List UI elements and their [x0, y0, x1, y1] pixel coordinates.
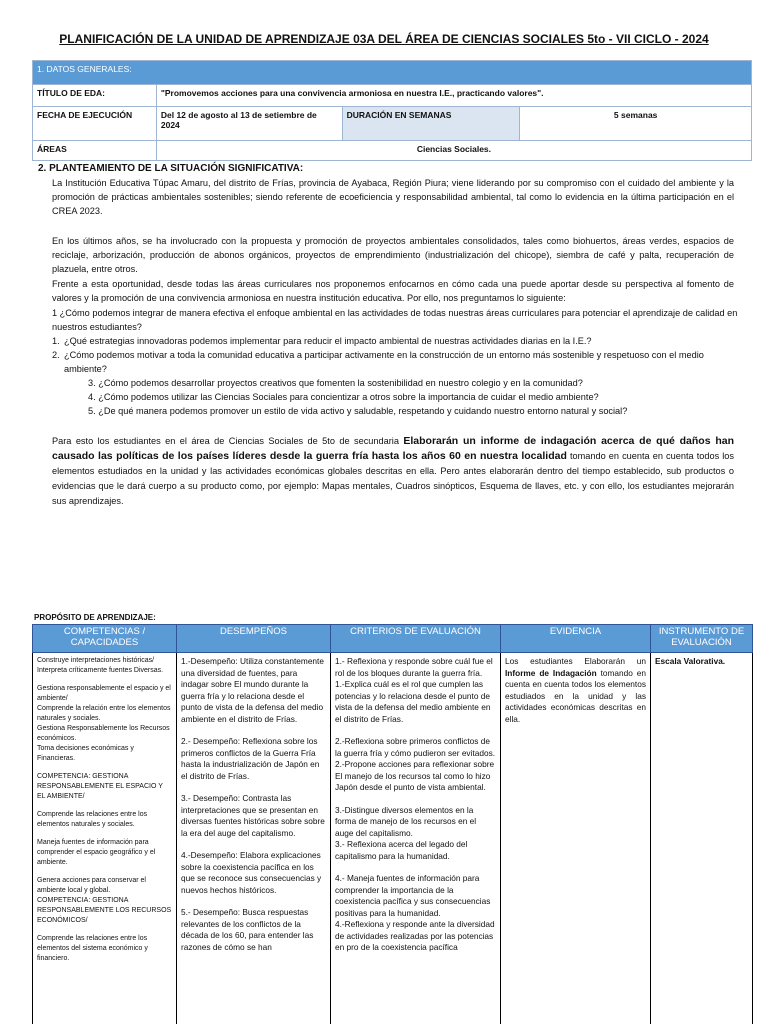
criterio-item: 2.-Reflexiona sobre primeros conflictos de la guerra fría y cómo pudieron ser evitados. — [335, 736, 496, 758]
question-2 — [52, 348, 742, 376]
criterio-item: 3.-Distingue diversos elementos en la forma de manejo de los recursos en el auge del capitalismo. — [335, 804, 477, 838]
titulo-label: TÍTULO DE EDA: — [33, 85, 157, 107]
question-3: 3. ¿Cómo podemos desarrollar proyectos creativos que fomenten la sostenibilidad en nuestro colegio y en la comunidad? — [88, 378, 583, 388]
competencia-line: Toma decisiones económicas y Financieras. — [37, 745, 134, 762]
question-1-number: 1. — [52, 336, 60, 346]
competencia-line: Construye interpretaciones históricas/ — [37, 657, 155, 664]
section-2-heading: 2. PLANTEAMIENTO DE LA SITUACIÓN SIGNIFICATIVA: — [38, 163, 304, 174]
desempeno-item: 5.- Desempeño: Busca respuestas relevantes de los conflictos de la década de los 60, para entender las razones de cómo se han — [181, 907, 314, 952]
question-2-text: ¿Cómo podemos motivar a toda la comunidad educativa a participar activamente en la construcción de un entorno más sostenible y respetuoso con el medio ambiente? — [64, 350, 704, 374]
general-data-table — [32, 60, 752, 161]
desempeno-item: 2.- Desempeño: Reflexiona sobre los primeros conflictos de la Guerra Fría hasta la industrialización de Japón en el distrito de Frías. — [181, 736, 320, 781]
desempeno-item: 1.-Desempeño: Utiliza constantemente una diversidad de fuentes, para indagar sobre El mundo durante la guerra fría y lo relaciona desde el punto de vista de la defensa del medio ambiente en el distrito de Frías. — [181, 656, 324, 724]
header-instrumento: INSTRUMENTO DE EVALUACIÓN — [651, 625, 753, 653]
header-criterios: CRITERIOS DE EVALUACIÓN — [331, 625, 501, 653]
question-1-text: ¿Qué estrategias innovadoras podemos implementar para reducir el impacto ambiental de nuestras actividades diarias en la I.E.? — [64, 336, 592, 346]
header-desempenos: DESEMPEÑOS — [177, 625, 331, 653]
situation-paragraph-3: Frente a esta oportunidad, desde todas las áreas curriculares nos proponemos enfocarnos en cómo cada una puede aportar desde su perspectiva al fomento de valores y la promoción de una convivencia armoniosa en nuestra institución educativa. Por ello, nos preguntamos lo siguiente: — [52, 279, 734, 303]
competencia-line: Comprende las relaciones entre los elementos del sistema económico y financiero. — [37, 935, 148, 962]
paragraph-4-product: Elaborarán un informe de indagación acerca de qué daños han causado las políticas de los países líderes desde la guerra fría hasta los años 60 en nuestra localidad — [52, 435, 734, 462]
learning-purpose-table — [32, 624, 753, 1024]
competencia-line: Comprende la relación entre los elementos naturales y sociales. — [37, 705, 171, 722]
competencia-line: Gestiona responsablemente el espacio y el ambiente/ — [37, 685, 171, 702]
proposito-label: PROPÓSITO DE APRENDIZAJE: — [34, 613, 156, 622]
evidencia-end: tomando en cuenta en cuenta todos los elementos estudiados en la unidad y las actividades económicas descritas en ella. — [505, 667, 646, 724]
competencia-line: Gestiona Responsablemente los Recursos económicos. — [37, 725, 170, 742]
criterio-item: 4.- Maneja fuentes de información para comprender la importancia de la coexistencia pacífica y sus consecuencias positivas para la humanidad. — [335, 873, 491, 918]
fecha-value: Del 12 de agosto al 13 de setiembre de 2024 — [156, 107, 342, 141]
question-1 — [52, 334, 742, 348]
desempeno-item: 4.-Desempeño: Elabora explicaciones sobre la coexistencia pacífica en los que se reconoce sus consecuencias y nuevos hechos históricos. — [181, 850, 322, 895]
criterio-item: 2.-Propone acciones para reflexionar sobre El manejo de los recursos tal como lo hizo Japón desde el punto de vista ambiental. — [335, 759, 495, 792]
competencia-line: Interpreta críticamente fuentes Diversas. — [37, 667, 164, 674]
competencias-cell — [33, 653, 177, 1024]
header-evidencia: EVIDENCIA — [501, 625, 651, 653]
paragraph-4-start: Para esto los estudiantes en el área de Ciencias Sociales de 5to de secundaria — [52, 436, 404, 446]
evidencia-start: Los estudiantes Elaborarán un — [505, 656, 646, 666]
evidencia-product: Informe de Indagación — [505, 667, 597, 678]
areas-value: Ciencias Sociales. — [156, 141, 751, 161]
situation-paragraph-4 — [52, 434, 734, 509]
criterio-item: 1.- Reflexiona y responde sobre cuál fue el rol de los bloques durante la guerra fría. — [335, 656, 493, 678]
header-competencias: COMPETENCIAS / CAPACIDADES — [33, 625, 177, 653]
competencia-line: COMPETENCIA: GESTIONA RESPONSABLEMENTE EL ESPACIO Y EL AMBIENTE/ — [37, 773, 163, 800]
question-5: 5. ¿De qué manera podemos promover un estilo de vida activo y saludable, respetando y cuidando nuestro entorno natural y social? — [88, 406, 628, 416]
criterios-cell — [331, 653, 501, 1024]
situation-paragraph-1: La Institución Educativa Túpac Amaru, del distrito de Frías, provincia de Ayabaca, Región Piura; viene liderando por su compromiso con el cuidado del ambiente y la promoción de prácticas ambientales sostenibles; siendo referente de ecoeficiencia y responsabilidad ambiental, tal como lo evidencia en la última participación en el CREA 2023. — [52, 178, 734, 216]
situation-paragraph-2: En los últimos años, se ha involucrado con la propuesta y promoción de proyectos ambientales consolidados, tales como biohuertos, áreas verdes, espacios de reciclaje, arborización, producción de abonos orgánicos, proyectos de emprendimiento (industrialización del chicope), siembra de café y palta, recuperación de plazuela, entre otros. — [52, 236, 734, 274]
titulo-value: "Promovemos acciones para una convivencia armoniosa en nuestra I.E., practicando valores". — [156, 85, 751, 107]
questions-list — [52, 306, 742, 418]
desempeno-item: 3.- Desempeño: Contrasta las interpretaciones que se presentan en diversas fuentes históricas sobre sobre la era del auge del capitalismo. — [181, 793, 325, 838]
criterio-item: 3.- Reflexiona acerca del legado del capitalismo para la humanidad. — [335, 839, 468, 861]
competencia-line: Comprende las relaciones entre los elementos naturales y sociales. — [37, 811, 148, 828]
duracion-value: 5 semanas — [520, 107, 752, 141]
instrumento-cell: Escala Valorativa. — [651, 653, 753, 1024]
fecha-label: FECHA DE EJECUCIÓN — [33, 107, 157, 141]
criterio-item: 1.-Explica cuál es el rol que cumplen las potencias y lo relaciona desde el punto de vista de la defensa del medio ambiente en el distrito de Frías. — [335, 679, 491, 724]
evidencia-cell — [501, 653, 651, 1024]
paragraph-4-end: tomando en cuenta en cuenta todos los elementos estudiados en la unidad y las actividades económicas globales descritas en ella. Pero antes elaborarán dentro del tiempo establecido, sub productos o evidencias que le dará cuerpo a su producto como, por ejemplo: Mapas mentales, Cuadros sinópticos, Esquema de llaves, etc. y con ello, los estudiantes mejorarán sus aprendizajes. — [52, 451, 734, 506]
competencia-line: Genera acciones para conservar el ambiente local y global. — [37, 877, 146, 894]
competencia-line: Maneja fuentes de información para comprender el espacio geográfico y el ambiente. — [37, 839, 156, 866]
question-4: 4. ¿Cómo podemos utilizar las Ciencias Sociales para concientizar a otros sobre la importancia de cuidar el medio ambiente? — [88, 392, 599, 402]
question-0: 1 ¿Cómo podemos integrar de manera efectiva el enfoque ambiental en las actividades de todas nuestras áreas curriculares para potenciar el aprendizaje de calidad en nuestros estudiantes? — [52, 308, 738, 332]
document-title: PLANIFICACIÓN DE LA UNIDAD DE APRENDIZAJE 03A DEL ÁREA DE CIENCIAS SOCIALES 5to - VII CICLO - 2024 — [59, 32, 709, 46]
criterio-item: 4.-Reflexiona y responde ante la diversidad de actividades realizadas por las potencias en pro de la coexistencia pacífica — [335, 919, 495, 952]
competencia-line: COMPETENCIA: GESTIONA RESPONSABLEMENTE LOS RECURSOS ECONÓMICOS/ — [37, 897, 172, 924]
areas-label: ÁREAS — [33, 141, 157, 161]
duracion-label: DURACIÓN EN SEMANAS — [342, 107, 520, 141]
question-2-number: 2. — [52, 350, 60, 360]
general-data-header: 1. DATOS GENERALES: — [33, 61, 752, 85]
desempenos-cell — [177, 653, 331, 1024]
